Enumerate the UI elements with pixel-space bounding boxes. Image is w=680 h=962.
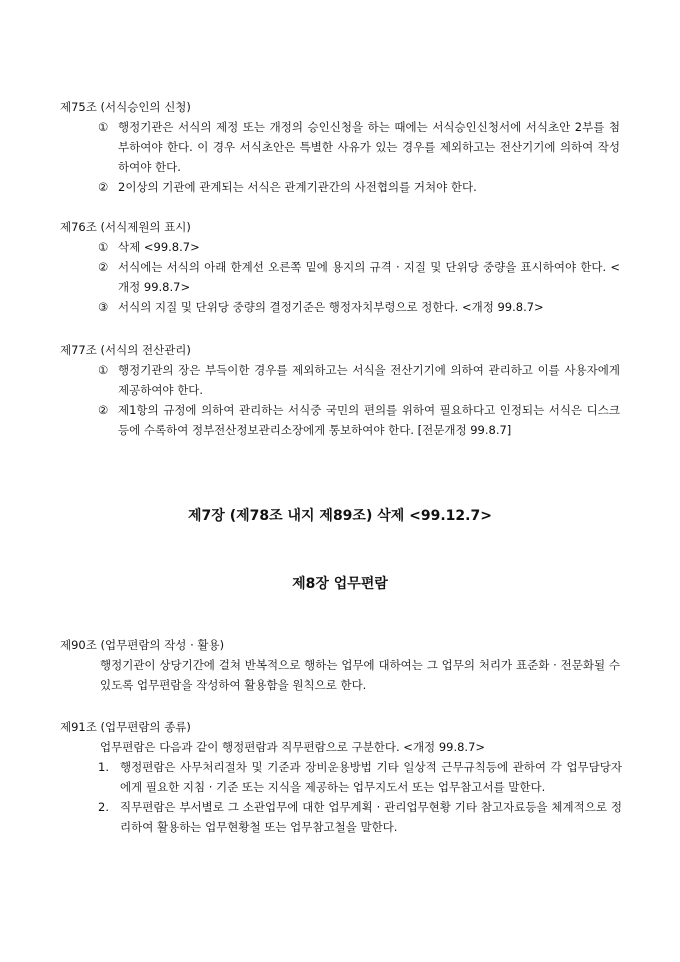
article-90 bbox=[60, 635, 640, 695]
article-title: 제91조 (업무편람의 종류) bbox=[60, 720, 191, 734]
article-91 bbox=[60, 717, 640, 837]
paragraph-text: 행정기관의 장은 부득이한 경우를 제외하고는 서식을 전산기기에 의하여 관리하고 이를 사용자에게 제공하여야 한다. bbox=[118, 363, 620, 397]
list-item-number: 2. bbox=[98, 800, 109, 814]
paragraph bbox=[98, 297, 620, 317]
paragraph-number: ① bbox=[98, 363, 109, 377]
article-77 bbox=[60, 340, 640, 440]
list-item-number: 1. bbox=[98, 760, 109, 774]
list-item-text: 직무편람은 부서별로 그 소관업무에 대한 업무계획 · 관리업무현황 기타 참고자료등을 체계적으로 정리하여 활용하는 업무현황철 또는 업무참고철을 말한다. bbox=[120, 800, 622, 834]
article-76 bbox=[60, 217, 640, 317]
paragraph bbox=[98, 237, 620, 257]
list-item bbox=[98, 797, 622, 837]
paragraph-text: 업무편람은 다음과 같이 행정편람과 직무편람으로 구분한다. <개정 99.8.7> bbox=[100, 740, 486, 754]
paragraph-number: ② bbox=[98, 260, 109, 274]
paragraph-text: 행정기관이 상당기간에 걸쳐 반복적으로 행하는 업무에 대하여는 그 업무의 처리가 표준화 · 전문화될 수 있도록 업무편람을 작성하여 활용함을 원칙으로 한다. bbox=[100, 658, 620, 692]
paragraph bbox=[98, 360, 620, 400]
list-item-text: 행정편람은 사무처리절차 및 기준과 장비운용방법 기타 일상적 근무규칙등에 관하여 각 업무담당자에게 필요한 지침 · 기준 또는 지식을 제공하는 업무지도서 또는 업무참고서를 말한다. bbox=[120, 760, 622, 794]
paragraph bbox=[98, 117, 620, 177]
paragraph-number: ② bbox=[98, 180, 109, 194]
paragraph bbox=[98, 400, 620, 440]
paragraph-text: 삭제 <99.8.7> bbox=[118, 240, 200, 254]
paragraph-text: 2이상의 기관에 관계되는 서식은 관계기관간의 사전협의를 거쳐야 한다. bbox=[118, 180, 477, 194]
paragraph-text: 행정기관은 서식의 제정 또는 개정의 승인신청을 하는 때에는 서식승인신청서에 서식초안 2부를 첨부하여야 한다. 이 경우 서식초안은 특별한 사유가 있는 경우를 제외하고는 전산기기에 의하여 작성하여야 한다. bbox=[118, 120, 620, 174]
article-title: 제76조 (서식제원의 표시) bbox=[60, 220, 191, 234]
paragraph-number: ③ bbox=[98, 300, 109, 314]
paragraph bbox=[98, 177, 620, 197]
article-title: 제75조 (서식승인의 신청) bbox=[60, 100, 191, 114]
paragraph-text: 서식의 지질 및 단위당 중량의 결정기준은 행정자치부령으로 정한다. <개정 99.8.7> bbox=[118, 300, 544, 314]
chapter-7-heading: 제7장 (제78조 내지 제89조) 삭제 <99.12.7> bbox=[188, 508, 492, 524]
paragraph bbox=[98, 257, 620, 297]
paragraph-number: ② bbox=[98, 403, 109, 417]
article-title: 제77조 (서식의 전산관리) bbox=[60, 343, 191, 357]
list-item bbox=[98, 757, 622, 797]
paragraph-number: ① bbox=[98, 240, 109, 254]
chapter-8-heading: 제8장 업무편람 bbox=[292, 576, 388, 592]
paragraph-text: 제1항의 규정에 의하여 관리하는 서식중 국민의 편의를 위하여 필요하다고 인정되는 서식은 디스크 등에 수록하여 정부전산정보관리소장에게 통보하여야 한다. [전문개정 99.8.7] bbox=[118, 403, 620, 437]
paragraph-number: ① bbox=[98, 120, 109, 134]
article-title: 제90조 (업무편람의 작성 · 활용) bbox=[60, 638, 225, 652]
paragraph-text: 서식에는 서식의 아래 한계선 오른쪽 밑에 용지의 규격 · 지질 및 단위당 중량을 표시하여야 한다. <개정 99.8.7> bbox=[118, 260, 620, 294]
article-75 bbox=[60, 97, 640, 197]
